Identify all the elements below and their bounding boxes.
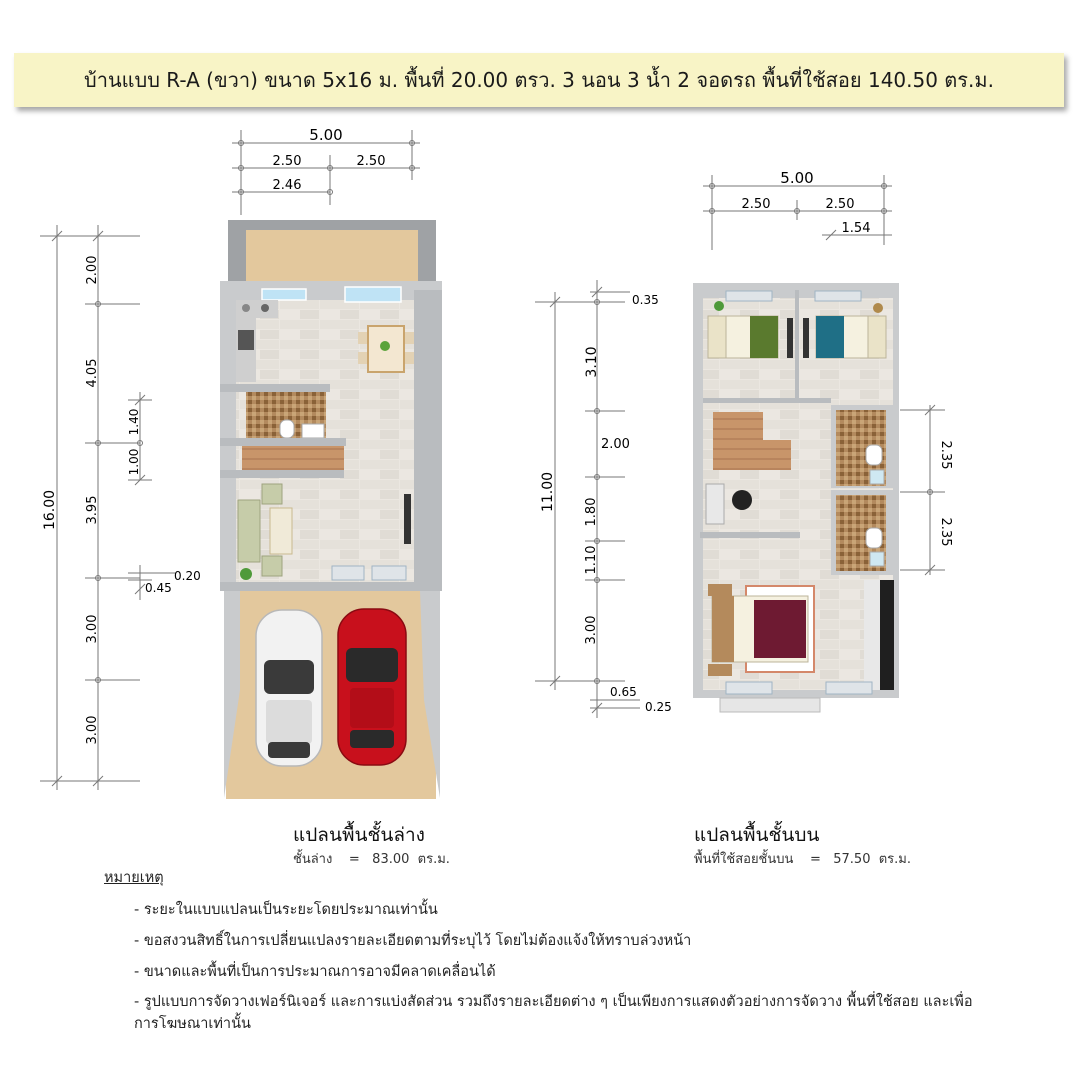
staircase <box>242 446 344 472</box>
bedroom-divider-wall <box>795 290 799 400</box>
upper-dim-seg1: 3.10 <box>584 346 600 378</box>
plant-icon <box>714 301 724 311</box>
sink-icon <box>261 304 269 312</box>
upper-master-wall <box>700 532 800 538</box>
plant-icon <box>380 341 390 351</box>
lamp-icon <box>873 303 883 313</box>
toilet-icon <box>866 528 882 548</box>
ground-area-unit: ตร.ม. <box>417 852 450 867</box>
door-mat-icon <box>372 566 406 580</box>
nightstand-icon <box>708 584 732 596</box>
upper-area-value: 57.50 <box>833 852 871 867</box>
ground-right-wall <box>414 290 442 582</box>
upper-dim-seg-b2: 0.25 <box>645 700 672 714</box>
dining-chair-icon <box>358 332 367 344</box>
upper-dim-seg5: 3.00 <box>584 615 599 645</box>
oven-icon <box>238 330 254 350</box>
tv-icon <box>404 494 411 544</box>
upper-dim-seg3: 1.80 <box>584 497 599 527</box>
stove-burner-icon <box>242 304 250 312</box>
notes-section <box>104 866 984 1045</box>
nightstand-icon <box>708 664 732 676</box>
ground-dim-inner-b: 1.00 <box>127 448 141 476</box>
dining-chair-icon <box>405 352 414 364</box>
upper-dim-half-right: 2.50 <box>825 197 855 212</box>
balcony <box>720 698 820 712</box>
upper-dim-half-left: 2.50 <box>741 197 771 212</box>
tv-icon <box>803 318 809 358</box>
plant-icon <box>240 568 252 580</box>
ground-dim-half-right: 2.50 <box>356 154 386 169</box>
coffee-table <box>270 508 292 554</box>
upper-dim-bath2: 2.35 <box>938 517 953 547</box>
window-master-left <box>726 682 772 694</box>
upper-dim-seg4: 1.10 <box>584 545 599 575</box>
ground-floor-plan <box>220 220 442 799</box>
car-white-icon <box>256 610 322 766</box>
ground-dim-total-length: 16.00 <box>42 489 58 531</box>
upper-dim-seg-b1: 0.65 <box>610 685 637 699</box>
ground-dim-partial: 2.46 <box>272 178 302 193</box>
ground-dim-total-width: 5.00 <box>309 126 343 144</box>
ground-area-value: 83.00 <box>372 852 410 867</box>
stair-top-wall <box>220 438 346 446</box>
ground-area-label: ชั้นล่าง <box>293 852 333 867</box>
washbasin-icon <box>870 552 884 566</box>
upper-area-eq: = <box>809 852 821 867</box>
upper-dim-bath1: 2.35 <box>938 440 953 470</box>
notes-heading: หมายเหตุ <box>104 870 164 886</box>
note-item <box>134 900 984 922</box>
ground-dim-inner-a: 1.40 <box>127 408 141 436</box>
note-item <box>134 931 984 953</box>
washbasin-icon <box>870 470 884 484</box>
upper-right-dimensions <box>900 405 945 575</box>
washbasin-icon <box>302 424 324 438</box>
ground-dim-seg1: 2.00 <box>85 255 100 285</box>
upper-dim-seg-top: 0.35 <box>632 293 659 307</box>
window-bedroom-left <box>726 291 772 301</box>
upper-area-label: พื้นที่ใช้สอยชั้นบน <box>694 852 794 867</box>
toilet-icon <box>280 420 294 438</box>
dining-chair-icon <box>358 352 367 364</box>
note-text: ขอสงวนสิทธิ์ในการเปลี่ยนแปลงรายละเอียดตามที่ระบุไว้ โดยไม่ต้องแจ้งให้ทราบล่วงหน้า <box>143 932 692 949</box>
office-chair-icon <box>732 490 752 510</box>
bed-teal-icon <box>816 316 886 358</box>
ground-dim-inner-c: 0.20 <box>174 569 201 583</box>
note-text: ขนาดและพื้นที่เป็นการประมาณการอาจมีคลาดเคลื่อนได้ <box>143 963 496 980</box>
ground-dim-seg2: 4.05 <box>85 358 100 388</box>
banner-title: บ้านแบบ R-A (ขวา) ขนาด 5x16 ม. พื้นที่ 20.00 ตรว. 3 นอน 3 น้ำ 2 จอดรถ พื้นที่ใช้สอย 140.50 ตร.ม. <box>84 68 994 92</box>
back-yard <box>246 230 418 282</box>
upper-floor-plan <box>693 283 899 712</box>
ground-partition-wall <box>220 384 330 392</box>
dining-chair-icon <box>405 332 414 344</box>
ground-dim-seg4: 3.00 <box>85 614 100 644</box>
window-bedroom-right <box>815 291 861 301</box>
door-mat-icon <box>332 566 364 580</box>
armchair-icon <box>262 484 282 504</box>
ground-dim-inner-d: 0.45 <box>145 581 172 595</box>
desk-icon <box>706 484 724 524</box>
note-text: รูปแบบการจัดวางเฟอร์นิเจอร์ และการแบ่งสัดส่วน รวมถึงรายละเอียดต่าง ๆ เป็นเพียงการแสดงตัวอย่างการจัดวาง พื้นที่ใช้สอย และเพื่อการโฆษณาเท่านั้น <box>134 994 973 1032</box>
window-master-right <box>826 682 872 694</box>
tv-icon <box>787 318 793 358</box>
armchair-icon <box>262 556 282 576</box>
upper-dim-seg2: 2.00 <box>601 437 630 452</box>
upper-dim-total-width: 5.00 <box>780 169 814 187</box>
upper-area-unit: ตร.ม. <box>878 852 911 867</box>
ground-floor-title: แปลนพื้นชั้นล่าง <box>293 824 425 846</box>
window-dining <box>345 287 401 302</box>
bed-master-icon <box>712 596 808 662</box>
upper-staircase-lower <box>745 440 791 470</box>
upper-dim-partial: 1.54 <box>841 221 871 236</box>
notes-list <box>104 900 984 1036</box>
stair-bottom-wall <box>220 470 344 478</box>
wardrobe-door-icon <box>880 580 894 690</box>
window-kitchen <box>262 289 306 300</box>
ground-left-dimensions <box>40 225 175 790</box>
upper-dim-total-length: 11.00 <box>540 471 556 513</box>
car-red-icon <box>338 609 406 765</box>
ground-dim-half-left: 2.50 <box>272 154 302 169</box>
note-item <box>134 992 984 1036</box>
bed-green-icon <box>708 316 778 358</box>
upper-floor-title: แปลนพื้นชั้นบน <box>694 824 820 846</box>
ground-dim-seg3: 3.95 <box>85 495 100 525</box>
ground-area-eq: = <box>348 852 360 867</box>
toilet-icon <box>866 445 882 465</box>
sofa <box>238 500 260 562</box>
ground-dim-seg5: 3.00 <box>85 715 100 745</box>
ground-front-wall <box>220 582 442 591</box>
note-item <box>134 962 984 984</box>
upper-hall-wall <box>703 398 831 403</box>
note-text: ระยะในแบบแปลนเป็นระยะโดยประมาณเท่านั้น <box>143 902 438 918</box>
